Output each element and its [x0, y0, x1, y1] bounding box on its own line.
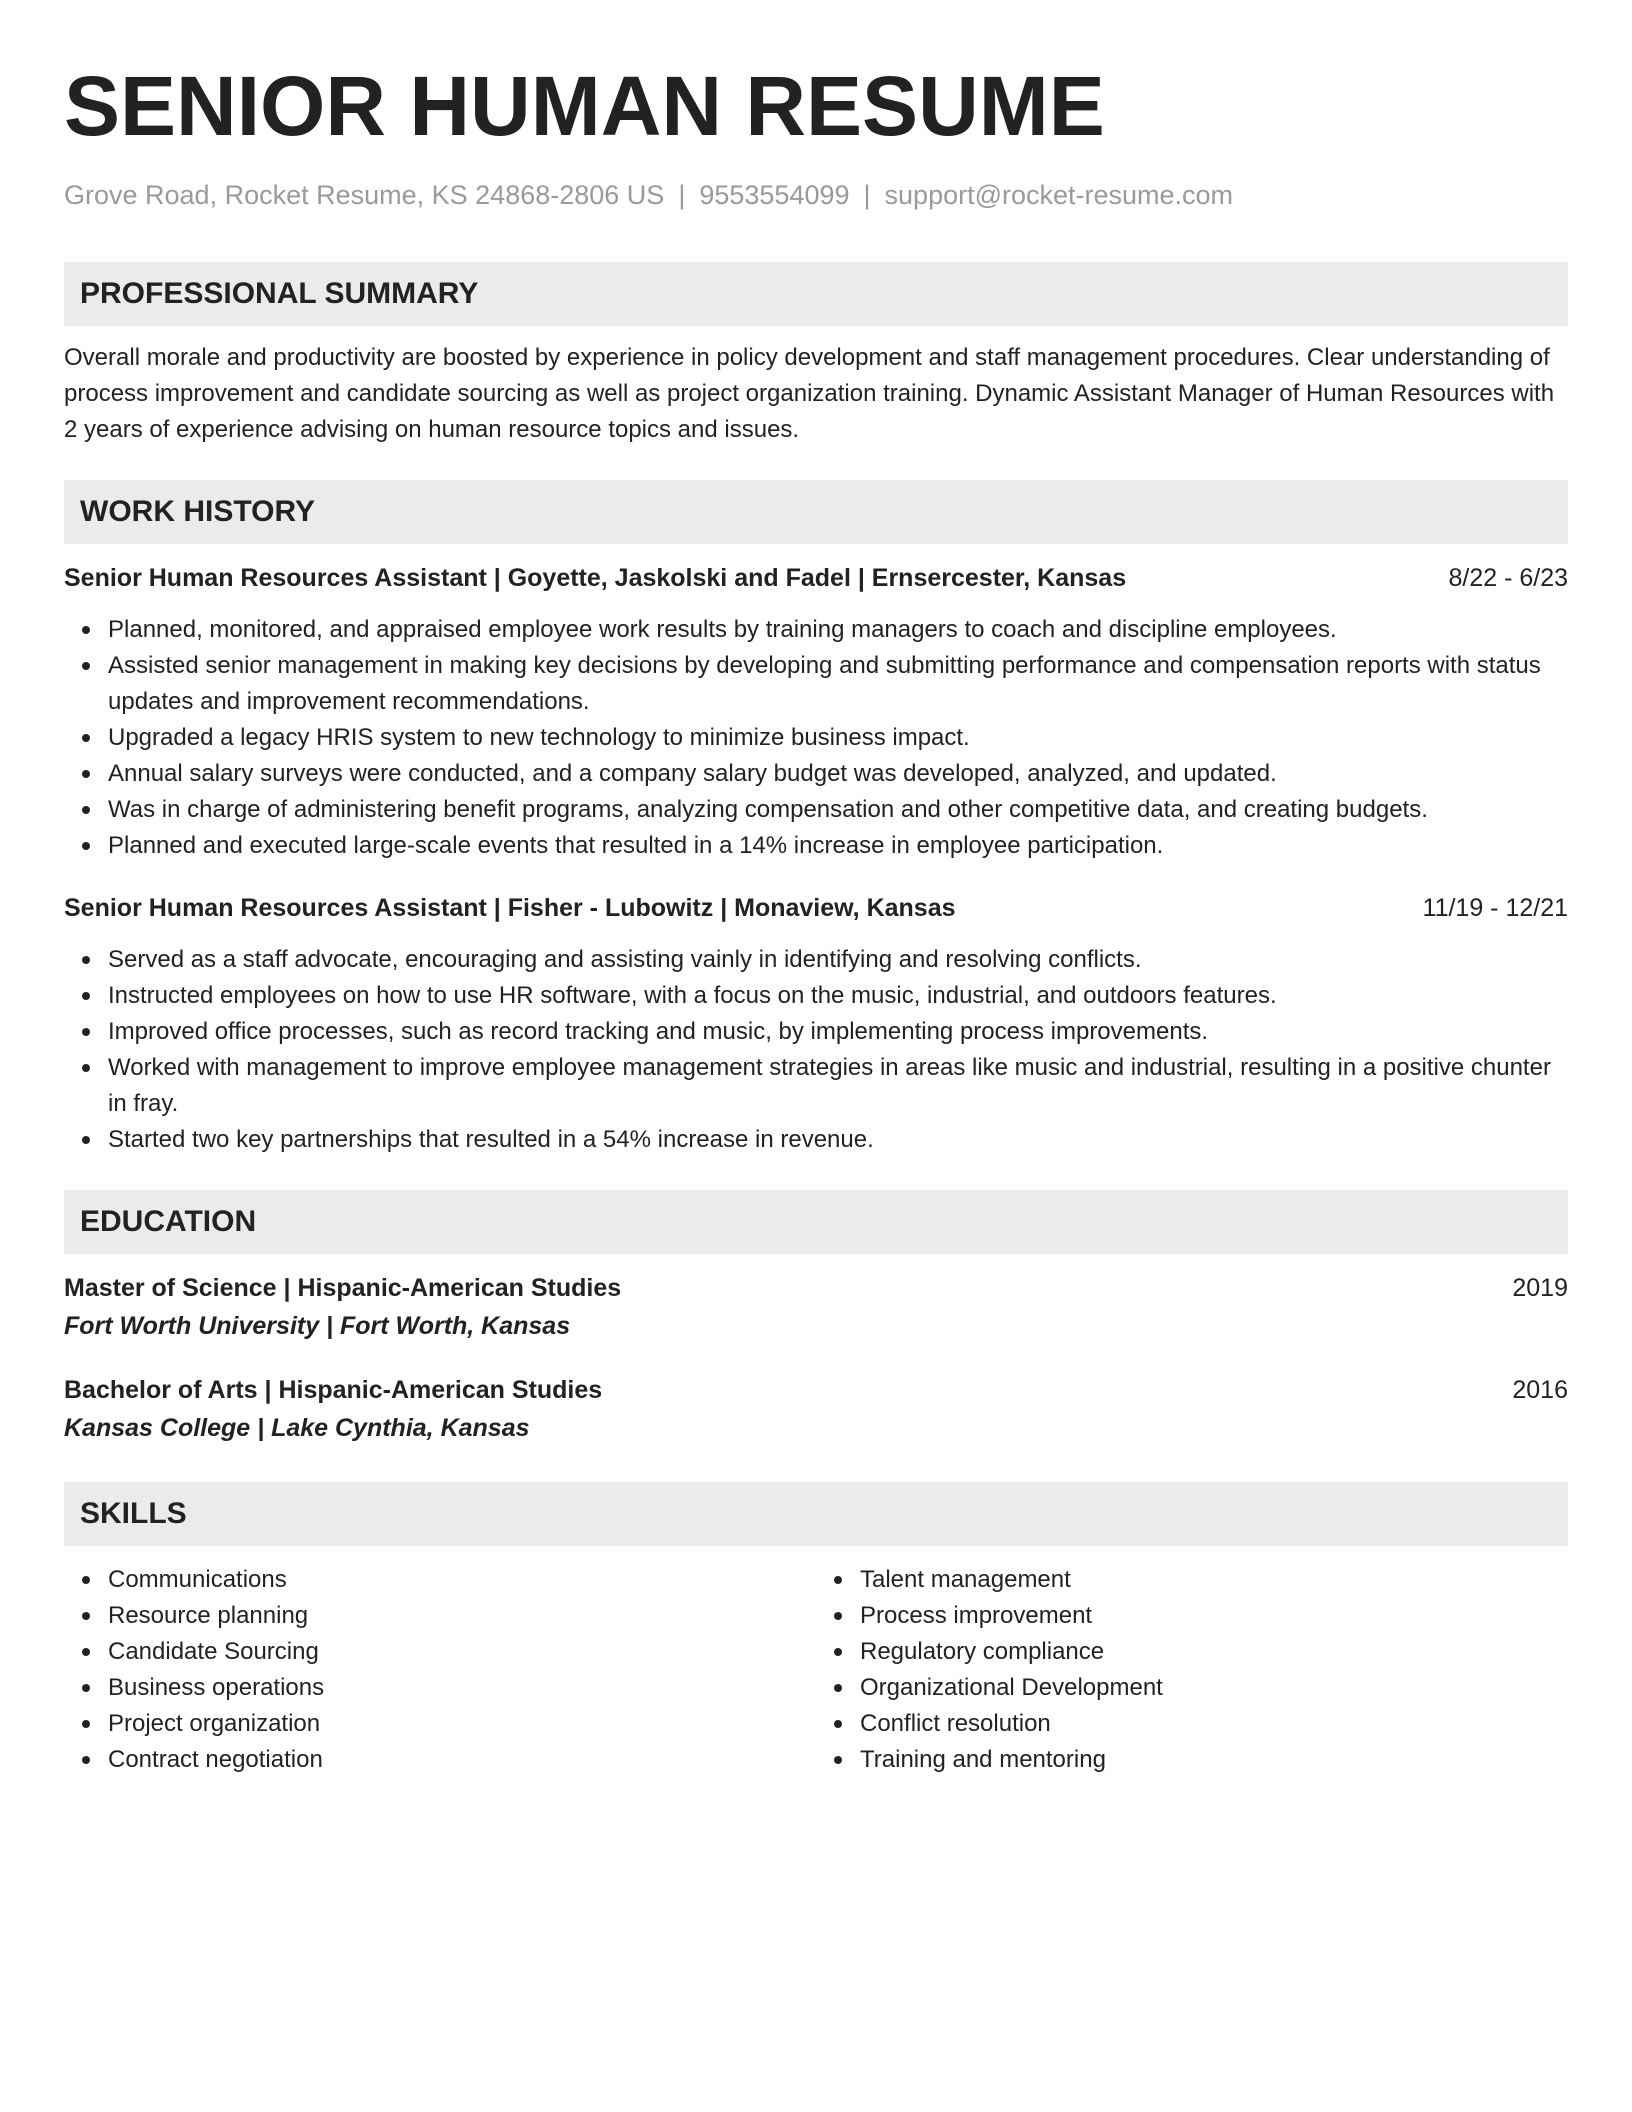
skills-column-right [816, 1562, 1568, 1778]
job-bullet: Annual salary surveys were conducted, and a company salary budget was developed, analyzed, and updated. [108, 756, 1568, 792]
job-bullet: Planned and executed large-scale events that resulted in a 14% increase in employee participation. [108, 828, 1568, 864]
skill-item: Contract negotiation [108, 1742, 816, 1778]
skill-item: Business operations [108, 1670, 816, 1706]
education-entry-header [64, 1372, 1568, 1408]
job-bullet: Planned, monitored, and appraised employee work results by training managers to coach and discipline employees. [108, 612, 1568, 648]
job-bullet: Served as a staff advocate, encouraging and assisting vainly in identifying and resolving conflicts. [108, 942, 1568, 978]
job-title: Senior Human Resources Assistant | Fisher - Lubowitz | Monaview, Kansas [64, 894, 956, 922]
skill-item: Training and mentoring [860, 1742, 1568, 1778]
job-entry-header [64, 890, 1568, 926]
skill-item: Candidate Sourcing [108, 1634, 816, 1670]
education-school: Kansas College | Lake Cynthia, Kansas [64, 1414, 530, 1442]
job-bullet: Worked with management to improve employee management strategies in areas like music and industrial, resulting in a positive chunter in fray. [108, 1050, 1568, 1122]
job-bullet: Started two key partnerships that resulted in a 54% increase in revenue. [108, 1122, 1568, 1158]
skills-column-left [64, 1562, 816, 1778]
job-bullet: Upgraded a legacy HRIS system to new technology to minimize business impact. [108, 720, 1568, 756]
skill-item: Conflict resolution [860, 1706, 1568, 1742]
education-year: 2016 [1512, 1376, 1568, 1404]
skill-item: Resource planning [108, 1598, 816, 1634]
contact-line [64, 178, 1568, 212]
summary-section-header: PROFESSIONAL SUMMARY [64, 262, 1568, 326]
education-school: Fort Worth University | Fort Worth, Kansas [64, 1312, 571, 1340]
contact-separator: | [678, 180, 686, 210]
job-bullet-list [64, 942, 1568, 1158]
contact-phone: 9553554099 [699, 180, 850, 210]
skills-section-header: SKILLS [64, 1482, 1568, 1546]
job-dates: 8/22 - 6/23 [1448, 564, 1568, 592]
job-entry-header [64, 560, 1568, 596]
skills-list [64, 1562, 816, 1778]
skills-list [816, 1562, 1568, 1778]
summary-text: Overall morale and productivity are boosted by experience in policy development and staff management procedures. Clear understanding of process improvement and candidate sourcing as well as project organization training. Dynamic Assistant Manager of Human Resources with 2 years of experience advising on human resource topics and issues. [64, 344, 1555, 443]
skills-columns [64, 1562, 1568, 1778]
contact-address: Grove Road, Rocket Resume, KS 24868-2806 US [64, 180, 665, 210]
work-history-section-header: WORK HISTORY [64, 480, 1568, 544]
job-bullet: Assisted senior management in making key decisions by developing and submitting performance and compensation reports with status updates and improvement recommendations. [108, 648, 1568, 720]
education-degree: Master of Science | Hispanic-American Studies [64, 1274, 622, 1302]
job-dates: 11/19 - 12/21 [1422, 894, 1568, 922]
education-degree: Bachelor of Arts | Hispanic-American Studies [64, 1376, 603, 1404]
job-bullet-list [64, 612, 1568, 864]
skill-item: Organizational Development [860, 1670, 1568, 1706]
job-bullet: Was in charge of administering benefit programs, analyzing compensation and other competitive data, and creating budgets. [108, 792, 1568, 828]
skill-item: Process improvement [860, 1598, 1568, 1634]
skill-item: Regulatory compliance [860, 1634, 1568, 1670]
job-title: Senior Human Resources Assistant | Goyette, Jaskolski and Fadel | Ernsercester, Kansas [64, 564, 1127, 592]
contact-email: support@rocket-resume.com [884, 180, 1234, 210]
skill-item: Talent management [860, 1562, 1568, 1598]
skill-item: Communications [108, 1562, 816, 1598]
job-bullet: Improved office processes, such as record tracking and music, by implementing process improvements. [108, 1014, 1568, 1050]
education-entry-header [64, 1270, 1568, 1306]
resume-name: SENIOR HUMAN RESUME [64, 59, 1105, 153]
job-bullet: Instructed employees on how to use HR software, with a focus on the music, industrial, and outdoors features. [108, 978, 1568, 1014]
education-section-header: EDUCATION [64, 1190, 1568, 1254]
contact-separator: | [863, 180, 871, 210]
education-year: 2019 [1512, 1274, 1568, 1302]
skill-item: Project organization [108, 1706, 816, 1742]
